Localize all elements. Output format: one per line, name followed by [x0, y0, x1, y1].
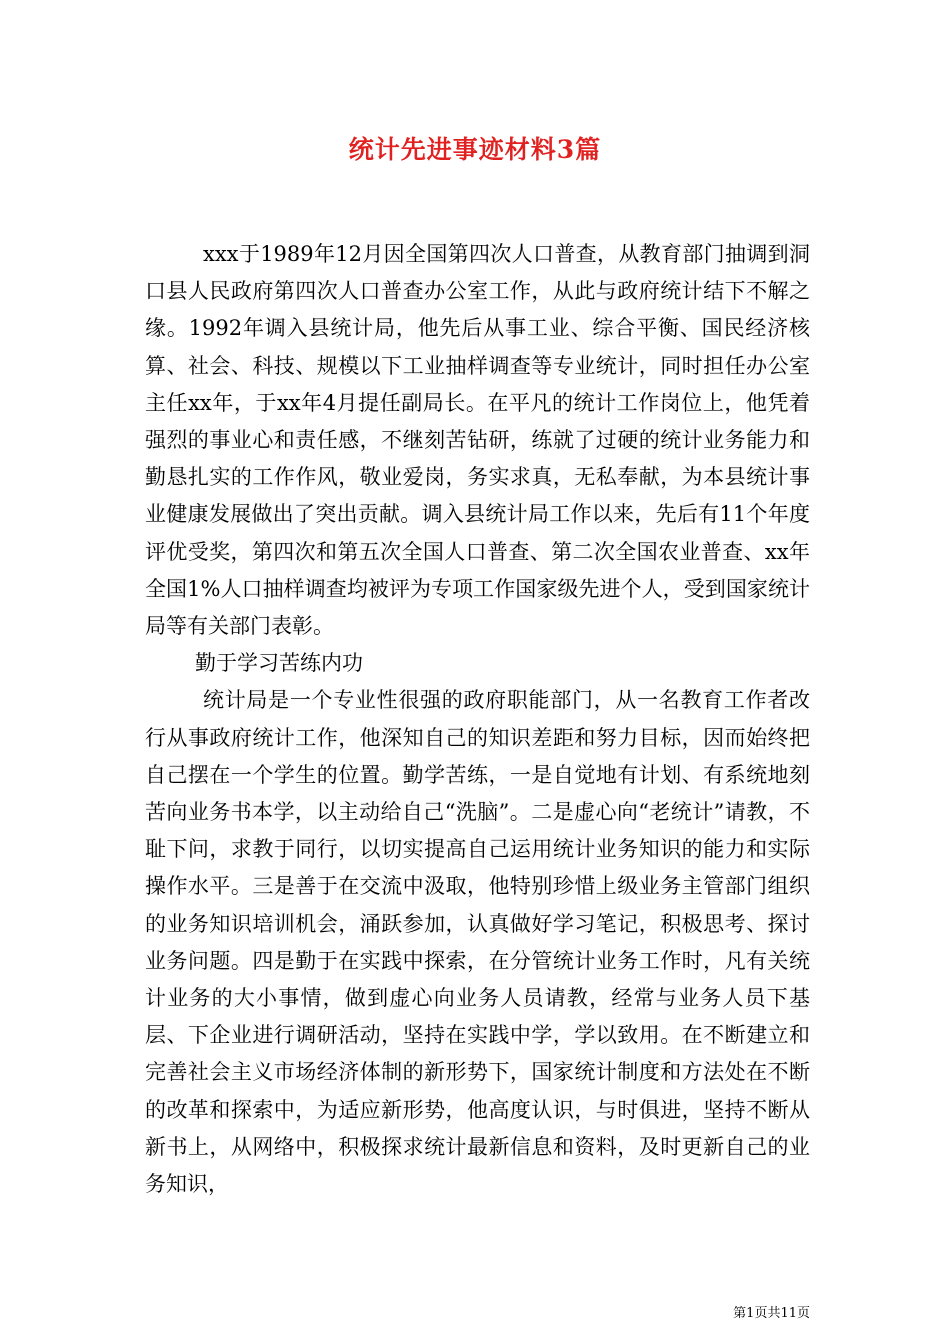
- document-title: 统计先进事迹材料3篇: [348, 135, 602, 164]
- document-body: [145, 236, 810, 1203]
- section-heading: 勤于学习苦练内功: [195, 651, 363, 676]
- paragraph-intro: xxx于1989年12月因全国第四次人口普查，从教育部门抽调到洞口县人民政府第四次人口普查办公室工作，从此与政府统计结下不解之缘。1992年调入县统计局，他先后从事工业、综合平衡、国民经济核算、社会、科技、规模以下工业抽样调查等专业统计，同时担任办公室主任xx年，于xx年4月提任副局长。在平凡的统计工作岗位上，他凭着强烈的事业心和责任感，不继刻苦钻研，练就了过硬的统计业务能力和勤恳扎实的工作作风，敬业爱岗，务实求真，无私奉献，为本县统计事业健康发展做出了突出贡献。调入县统计局工作以来，先后有11个年度评优受奖，第四次和第五次全国人口普查、第二次全国农业普查、xx年全国1%人口抽样调查均被评为专项工作国家级先进个人，受到国家统计局等有关部门表彰。: [145, 242, 810, 639]
- paragraph-study: 统计局是一个专业性很强的政府职能部门，从一名教育工作者改行从事政府统计工作，他深知自己的知识差距和努力目标，因而始终把自己摆在一个学生的位置。勤学苦练，一是自觉地有计划、有系统地刻苦向业务书本学，以主动给自己“洗脑”。二是虚心向“老统计”请教，不耻下问，求教于同行，以切实提高自己运用统计业务知识的能力和实际操作水平。三是善于在交流中汲取，他特别珍惜上级业务主管部门组织的业务知识培训机会，涌跃参加，认真做好学习笔记，积极思考、探讨业务问题。四是勤于在实践中探索，在分管统计业务工作时，凡有关统计业务的大小事情，做到虚心向业务人员请教，经常与业务人员下基层、下企业进行调研活动，坚持在实践中学，学以致用。在不断建立和完善社会主义市场经济体制的新形势下，国家统计制度和方法处在不断的改革和探索中，为适应新形势，他高度认识，与时俱进，坚持不断从新书上，从网络中，积极探求统计最新信息和资料，及时更新自己的业务知识，: [145, 688, 810, 1197]
- page-number: 第1页共11页: [733, 1306, 810, 1321]
